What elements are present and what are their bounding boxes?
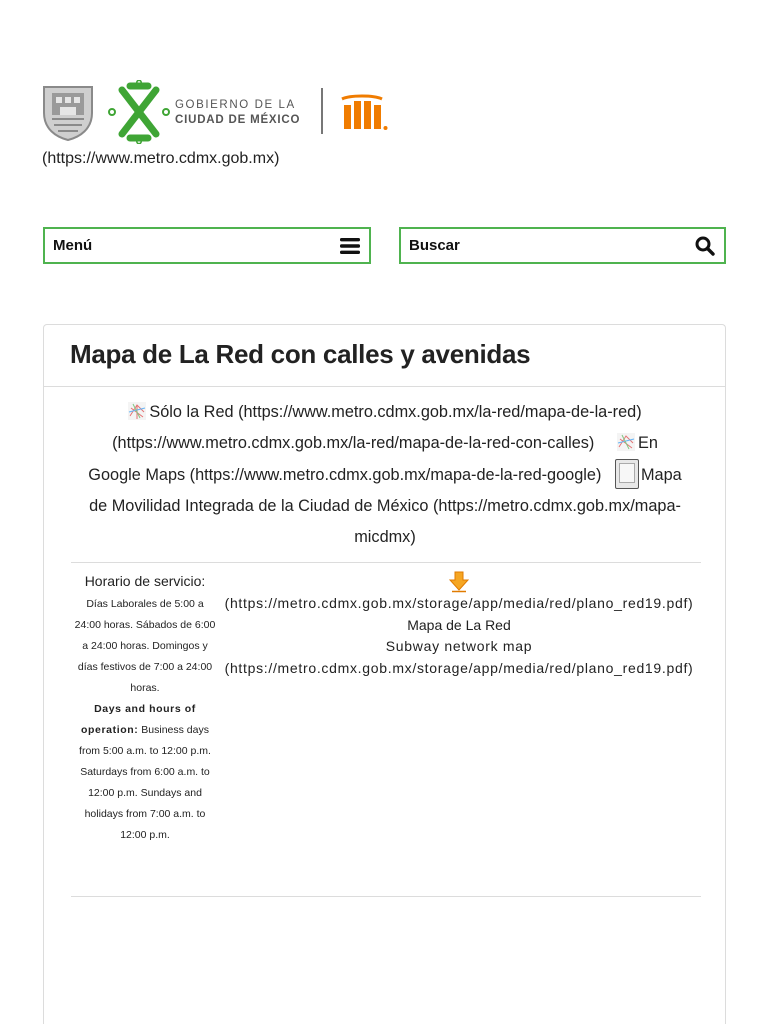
hours-heading: Horario de servicio: (84, 573, 206, 589)
phone-map-thumbnail-icon (615, 459, 639, 489)
menu-label: Menú (53, 237, 93, 254)
download-label-en[interactable]: Subway network map (385, 638, 533, 654)
cdmx-coat-of-arms-icon (42, 83, 94, 141)
search-button[interactable] (399, 227, 726, 264)
metro-logo-icon (340, 93, 388, 133)
gov-line-2: CIUDAD DE MÉXICO (175, 114, 301, 126)
download-arrow-icon[interactable] (449, 571, 469, 593)
home-link[interactable]: (https://www.metro.cdmx.gob.mx) (42, 150, 280, 167)
search-label: Buscar (409, 237, 460, 254)
hours-english: Business days from 5:00 a.m. to 12:00 p.m. Saturdays from 6:00 a.m. to 12:00 p.m. Sundays and holidays from 7:00 a.m. to 12:00 p.m. (79, 724, 211, 841)
government-name (175, 98, 300, 128)
menu-button[interactable] (43, 227, 371, 264)
logo-separator (321, 88, 323, 134)
cdmx-knot-logo-icon (108, 80, 170, 144)
hours-english-heading: Days and hours of operation: (81, 703, 196, 736)
content-card (43, 324, 726, 1024)
con-calles-link[interactable]: (https://www.metro.cdmx.gob.mx/la-red/mapa-de-la-red-con-calles) (112, 434, 595, 452)
google-maps-text: Google Maps (https://www.metro.cdmx.gob.mx/mapa-de-la-red-google) (88, 466, 602, 484)
google-map-thumbnail-icon (617, 433, 635, 451)
page-title: Mapa de La Red con calles y avenidas (70, 339, 531, 369)
mapa-text: Mapa (640, 466, 682, 484)
solo-red-text: Sólo la Red (https://www.metro.cdmx.gob.mx/la-red/mapa-de-la-red) (149, 403, 642, 421)
table-top-divider (71, 562, 701, 563)
network-map-thumbnail-icon (128, 402, 146, 420)
site-header (42, 80, 742, 170)
map-links (62, 397, 708, 553)
hours-spanish: Días Laborales de 5:00 a 24:00 horas. Sábados de 6:00 a 24:00 horas. Domingos y días festivos de 7:00 a 24:00 horas. (74, 598, 216, 694)
table-bottom-divider (71, 896, 701, 897)
search-icon (694, 235, 716, 257)
service-hours (74, 571, 216, 846)
gov-line-1: GOBIERNO DE LA (175, 99, 296, 111)
download-map (224, 571, 694, 679)
solo-red-link[interactable] (128, 403, 641, 421)
hamburger-icon (339, 235, 361, 257)
download-url-1[interactable]: (https://metro.cdmx.gob.mx/storage/app/media/red/plano_red19.pdf) (224, 595, 694, 611)
movilidad-text: de Movilidad Integrada de la Ciudad de México (https://metro.cdmx.gob.mx/mapa-micdmx) (89, 497, 681, 546)
logo-group[interactable] (42, 80, 402, 144)
en-text: En (637, 434, 658, 452)
title-divider (44, 386, 725, 387)
download-url-2[interactable]: (https://metro.cdmx.gob.mx/storage/app/media/red/plano_red19.pdf) (224, 659, 694, 676)
download-label-es[interactable]: Mapa de La Red (407, 616, 511, 633)
